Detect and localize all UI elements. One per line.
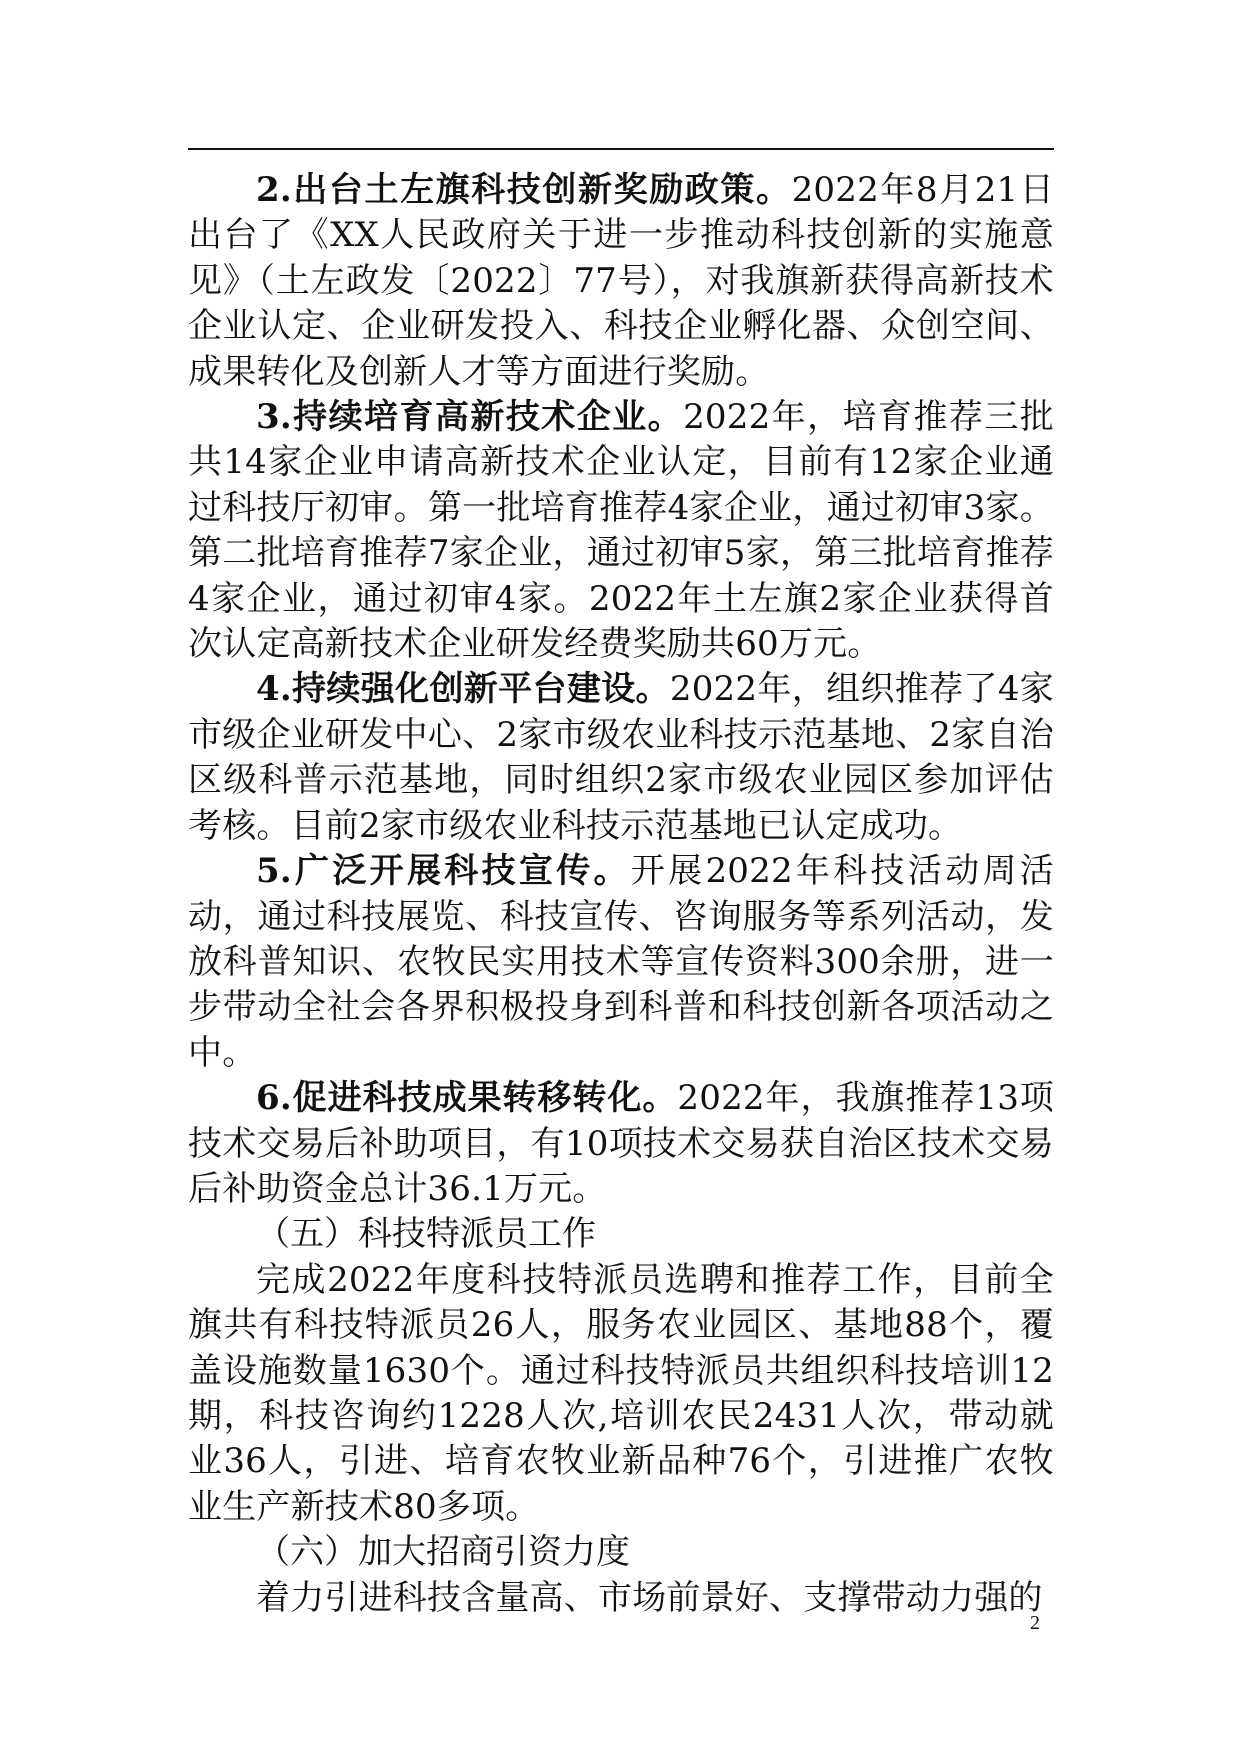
paragraph-text: 2022年，我旗推荐13项技术交易后补助项目，有10项技术交易获自治区技术交易后补助资金总计36.1万元。 [188, 1078, 1055, 1209]
section-heading-tech-commissioners: （五）科技特派员工作 [256, 1214, 596, 1255]
paragraph-text: 2022年8月21日出台了《XX人民政府关于进一步推动科技创新的实施意见》（土左政发〔2022〕77号），对我旗新获得高新技术企业认定、企业研发投入、科技企业孵化器、众创空间、成果转化及创新人才等方面进行奖励。 [188, 170, 1054, 392]
paragraph-lead: 4.持续强化创新平台建设。 [256, 669, 670, 710]
document-body [188, 168, 1054, 1621]
paragraph-text: 2022年，组织推荐了4家市级企业研发中心、2家市级农业科技示范基地、2家自治区级科普示范基地，同时组织2家市级农业园区参加评估考核。目前2家市级农业科技示范基地已认定成功。 [188, 669, 1054, 846]
paragraph-lead: 5.广泛开展科技宣传。 [256, 851, 631, 892]
paragraph-lead: 2.出台土左旗科技创新奖励政策。 [256, 170, 792, 210]
paragraph-lead: 3.持续培育高新技术企业。 [256, 397, 684, 438]
paragraph-tech-transfer [188, 1076, 1054, 1212]
paragraph-reward-policy [188, 168, 1054, 395]
paragraph-investment: 着力引进科技含量高、市场前景好、支撑带动力强的 [256, 1577, 1043, 1618]
section-heading-investment: （六）加大招商引资力度 [256, 1532, 630, 1573]
paragraph-tech-publicity [188, 849, 1054, 1076]
paragraph-innovation-platforms [188, 667, 1054, 849]
page-number: 2 [1030, 1612, 1040, 1634]
header-rule [188, 148, 1054, 150]
paragraph-lead: 6.促进科技成果转移转化。 [256, 1078, 678, 1119]
paragraph-text: 开展2022年科技活动周活动，通过科技展览、科技宣传、咨询服务等系列活动，发放科普知识、农牧民实用技术等宣传资料300余册，进一步带动全社会各界积极投身到科普和科技创新各项活动之中。 [188, 851, 1054, 1073]
paragraph-high-tech-enterprises [188, 395, 1054, 667]
paragraph-text: 2022年，培育推荐三批共14家企业申请高新技术企业认定，目前有12家企业通过科技厅初审。第一批培育推荐4家企业，通过初审3家。第二批培育推荐7家企业，通过初审5家，第三批培育推荐4家企业，通过初审4家。2022年土左旗2家企业获得首次认定高新技术企业研发经费奖励共60万元。 [188, 397, 1054, 665]
paragraph-tech-commissioners: 完成2022年度科技特派员选聘和推荐工作，目前全旗共有科技特派员26人，服务农业园区、基地88个，覆盖设施数量1630个。通过科技特派员共组织科技培训12期，科技咨询约1228人次,培训农民2431人次，带动就业36人，引进、培育农牧业新品种76个，引进推广农牧业生产新技术80多项。 [188, 1259, 1054, 1527]
